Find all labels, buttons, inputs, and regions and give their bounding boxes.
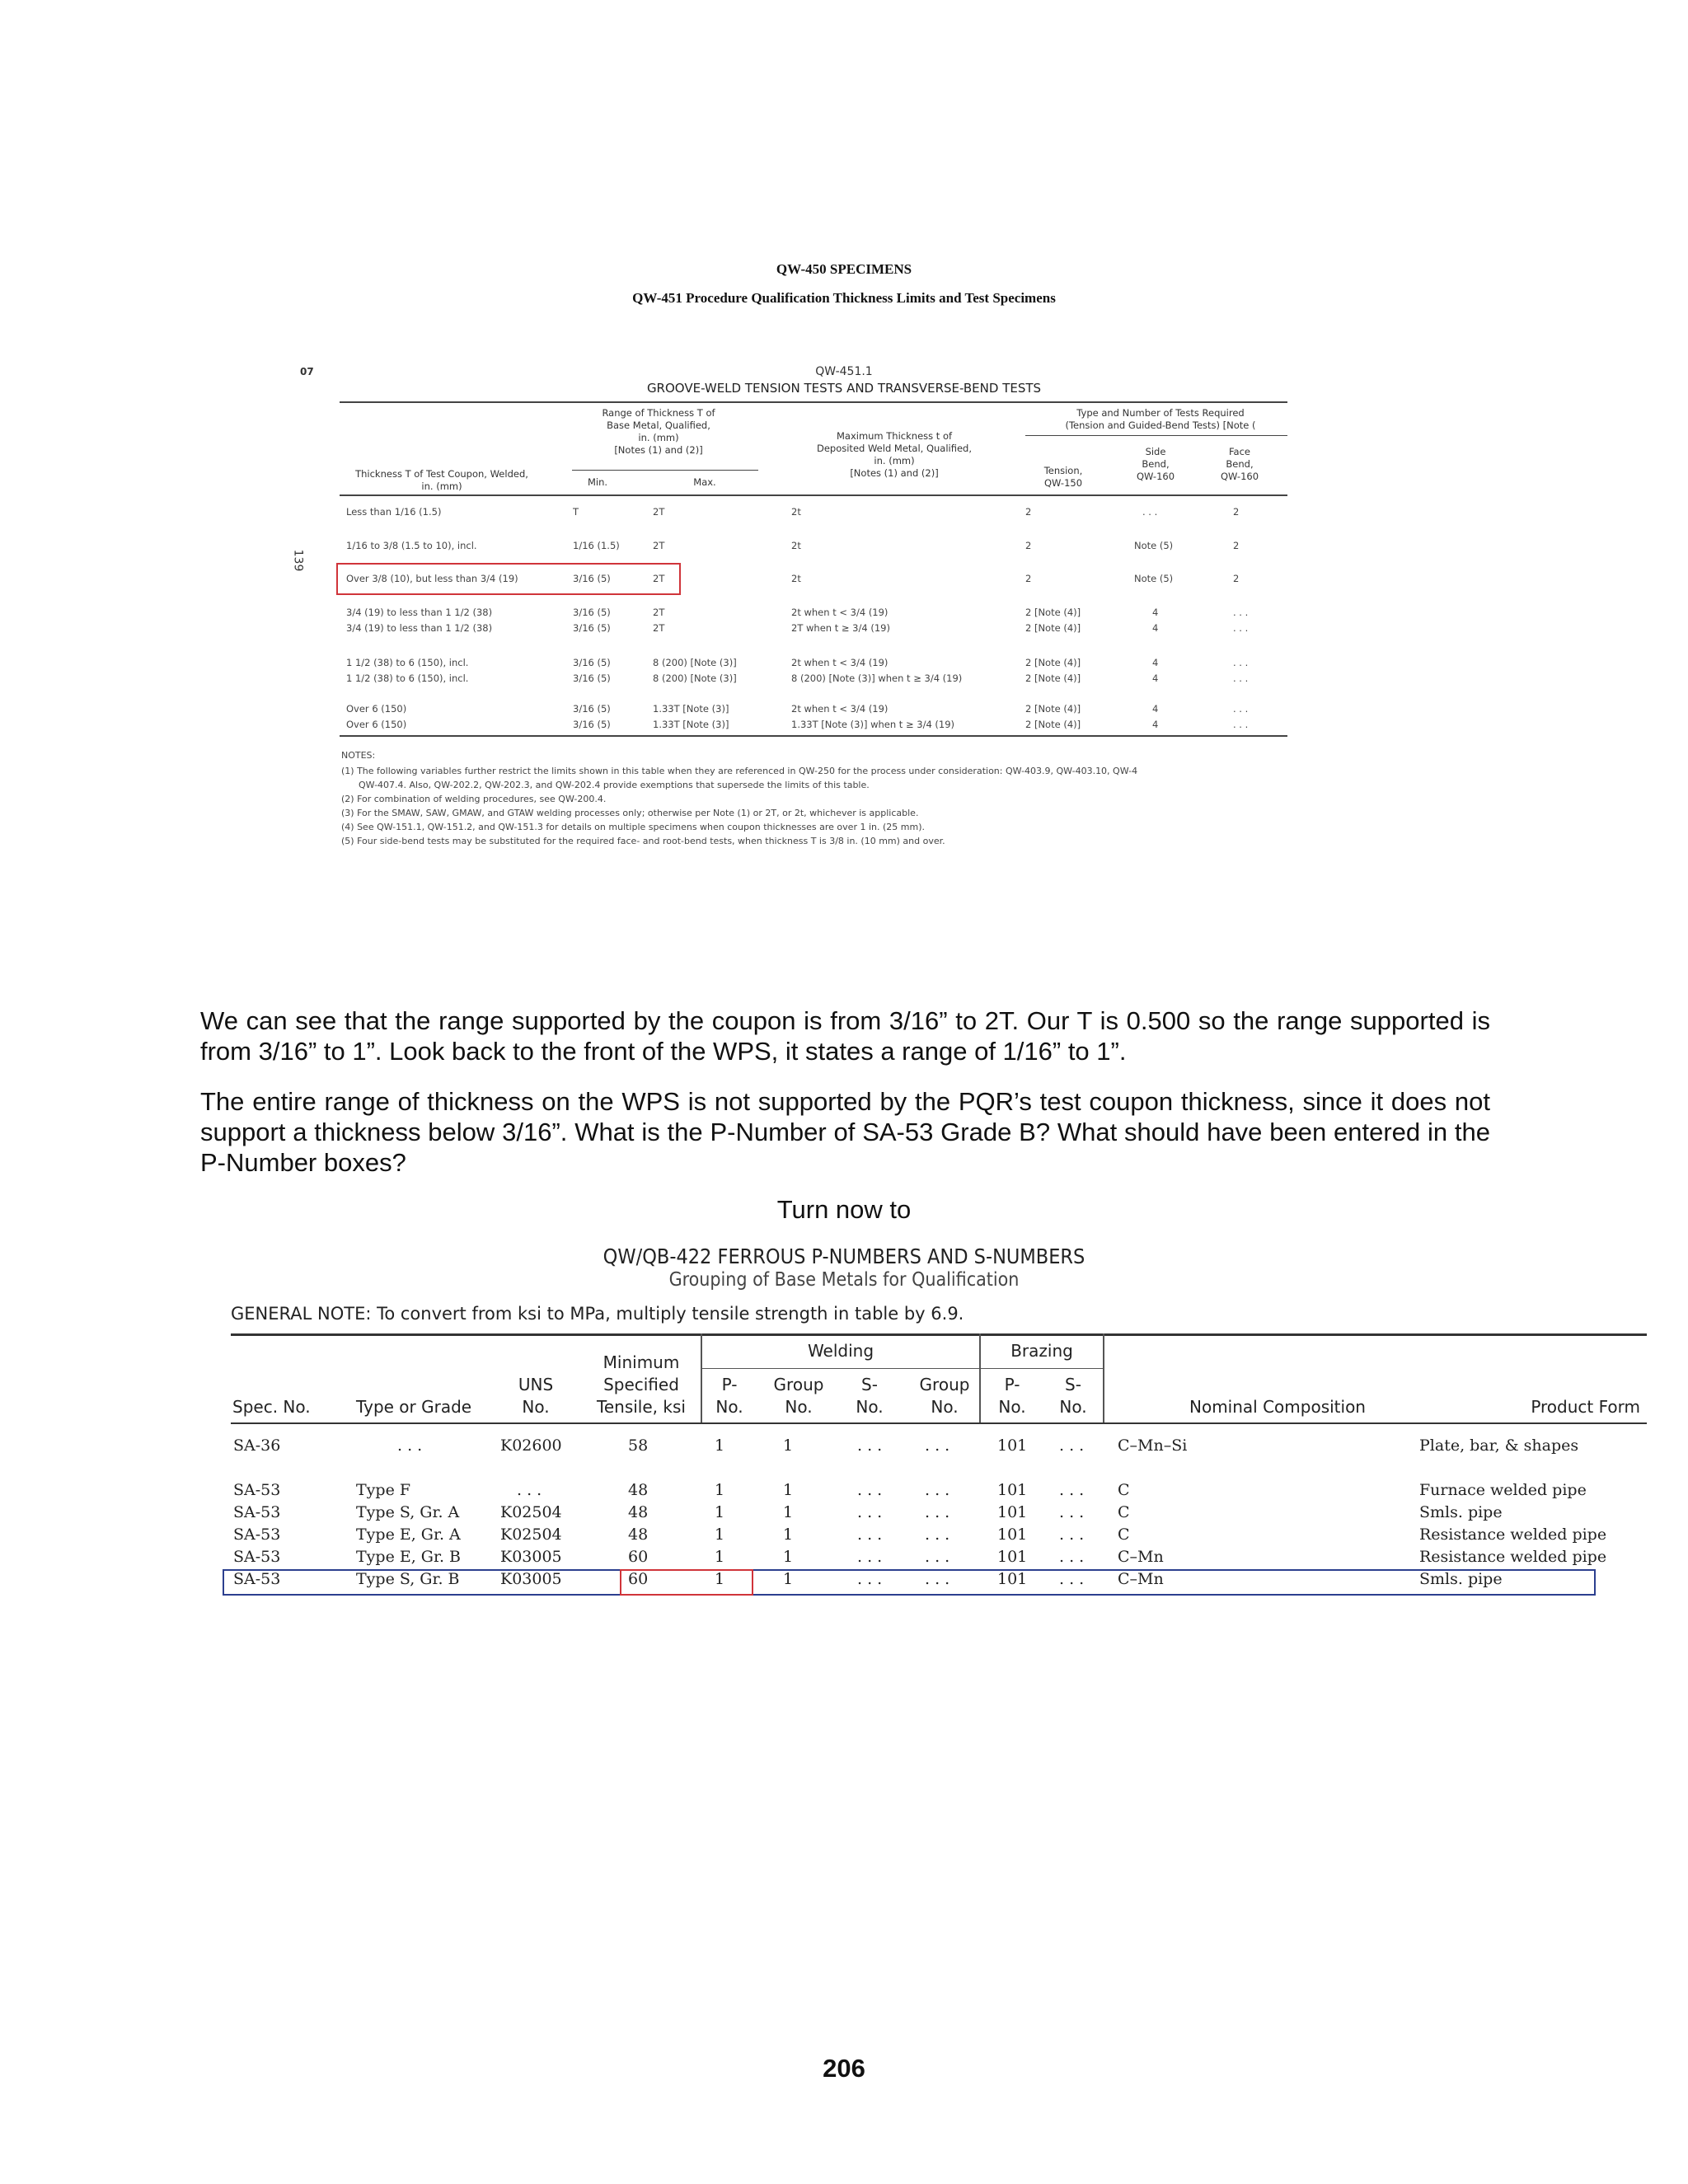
table-cell: Type S, Gr. B: [356, 1570, 460, 1588]
table-cell: C–Mn: [1118, 1548, 1164, 1566]
welding-group-left-rule: [701, 1333, 702, 1422]
table-cell: 1/16 (1.5): [573, 540, 620, 551]
table-cell: 2T: [653, 506, 665, 518]
table-cell: 8 (200) [Note (3)]: [653, 673, 737, 684]
header-spec-no: Spec. No.: [232, 1397, 311, 1417]
welding-subrule: [702, 1368, 979, 1369]
table-cell: . . .: [1059, 1503, 1085, 1521]
table-cell: 8 (200) [Note (3)]: [653, 657, 737, 668]
table-cell: 48: [628, 1503, 649, 1521]
table-cell: SA-53: [233, 1570, 281, 1588]
header-p-no: P- No.: [715, 1375, 743, 1417]
table-cell: 2: [1025, 540, 1032, 551]
table-cell: 1: [783, 1548, 794, 1566]
table-cell: 2: [1233, 573, 1240, 584]
table-cell: 2: [1025, 573, 1032, 584]
table-cell: 2t when t < 3/4 (19): [791, 657, 889, 668]
header-side-bend: Side Bend, QW-160: [1136, 446, 1175, 482]
table-cell: 101: [997, 1570, 1028, 1588]
table-cell: 4: [1152, 719, 1159, 730]
header-face-bend: Face Bend, QW-160: [1220, 446, 1259, 482]
table-cell: SA-36: [233, 1436, 281, 1455]
table-cell: T: [573, 506, 579, 518]
table-cell: 2 [Note (4)]: [1025, 657, 1081, 668]
table-cell: 3/4 (19) to less than 1 1/2 (38): [346, 622, 493, 634]
table-cell: . . .: [1059, 1436, 1085, 1455]
table-cell: 101: [997, 1481, 1028, 1499]
table2-header-rule: [231, 1422, 1647, 1424]
table-cell: 1: [715, 1526, 725, 1544]
table-cell: 1: [715, 1570, 725, 1588]
table-cell: . . .: [1059, 1481, 1085, 1499]
table-title: GROOVE-WELD TENSION TESTS AND TRANSVERSE-BEND TESTS: [646, 381, 1042, 396]
table-cell: . . .: [857, 1548, 883, 1566]
table-cell: . . .: [857, 1570, 883, 1588]
table-cell: 101: [997, 1503, 1028, 1521]
table-top-rule: [340, 401, 1287, 403]
year-tag: 07: [300, 366, 314, 377]
header-tests-required: Type and Number of Tests Required (Tension and Guided-Bend Tests) [Note (: [1065, 407, 1256, 431]
section-title: QW-450 SPECIMENS: [776, 261, 912, 277]
table-cell: C: [1118, 1503, 1130, 1521]
table-cell: Plate, bar, & shapes: [1419, 1436, 1579, 1455]
table-cell: . . .: [1233, 673, 1249, 684]
table-cell: SA-53: [233, 1526, 281, 1544]
table-cell: . . .: [1142, 506, 1158, 518]
table-cell: Type E, Gr. A: [356, 1526, 461, 1544]
table-cell: 1/16 to 3/8 (1.5 to 10), incl.: [346, 540, 477, 551]
table-cell: 2t: [791, 506, 801, 518]
table-cell: C: [1118, 1526, 1130, 1544]
table-cell: 60: [628, 1548, 649, 1566]
table-cell: 1: [783, 1570, 794, 1588]
table-cell: K02600: [500, 1436, 562, 1455]
header-max: Max.: [693, 476, 716, 488]
header-tension: Tension, QW-150: [1043, 465, 1083, 489]
table-cell: 58: [628, 1436, 649, 1455]
table-cell: 2: [1233, 506, 1240, 518]
header-group-no-2: Group No.: [919, 1375, 970, 1417]
table-cell: 3/16 (5): [573, 622, 611, 634]
table-cell: Type F: [356, 1481, 411, 1499]
table-cell: 1 1/2 (38) to 6 (150), incl.: [346, 657, 469, 668]
table-cell: . . .: [857, 1436, 883, 1455]
table-cell: . . .: [1059, 1570, 1085, 1588]
table-bottom-rule: [340, 735, 1287, 737]
table-cell: 8 (200) [Note (3)] when t ≥ 3/4 (19): [791, 673, 963, 684]
note-3: (3) For the SMAW, SAW, GMAW, and GTAW welding processes only; otherwise per Note (1) or 2T, or 2t, whichever is applicable.: [341, 808, 919, 818]
header-bottom-rule: [340, 494, 1287, 496]
table-cell: 1: [783, 1481, 794, 1499]
paragraph-p-number-question: The entire range of thickness on the WPS is not supported by the PQR’s test coupon thickness, since it does not support a thickness below 3/16”. What is the P-Number of SA-53 Grade B? What should have been entered in the P-Number boxes?: [200, 1087, 1490, 1177]
table-cell: 1: [715, 1548, 725, 1566]
header-s-no: S- No.: [856, 1375, 884, 1417]
table-cell: . . .: [925, 1526, 950, 1544]
table-cell: 2T: [653, 622, 665, 634]
header-min: Min.: [587, 476, 608, 488]
general-note: GENERAL NOTE: To convert from ksi to MPa, multiply tensile strength in table by 6.9.: [231, 1304, 964, 1324]
notes-label: NOTES:: [341, 750, 376, 761]
table-cell: 2T: [653, 540, 665, 551]
table-cell: SA-53: [233, 1548, 281, 1566]
table-cell: Less than 1/16 (1.5): [346, 506, 442, 518]
brazing-group-right-rule: [1103, 1333, 1104, 1422]
table-cell: . . .: [1233, 657, 1249, 668]
side-page-number: 139: [291, 549, 305, 572]
table-cell: 1: [715, 1481, 725, 1499]
table-cell: 3/16 (5): [573, 607, 611, 618]
table-cell: 1: [783, 1526, 794, 1544]
table-cell: . . .: [1059, 1548, 1085, 1566]
page-number: 206: [823, 2054, 865, 2083]
turn-now-text: Turn now to: [776, 1195, 912, 1224]
table-cell: 2 [Note (4)]: [1025, 673, 1081, 684]
table-cell: 1: [783, 1503, 794, 1521]
table-cell: 2t: [791, 540, 801, 551]
table-cell: . . .: [857, 1526, 883, 1544]
table-cell: 3/16 (5): [573, 703, 611, 715]
subsection-title: QW-451 Procedure Qualification Thickness Limits and Test Specimens: [632, 290, 1056, 306]
table-cell: 1 1/2 (38) to 6 (150), incl.: [346, 673, 469, 684]
table-cell: 1: [715, 1503, 725, 1521]
table-cell: 4: [1152, 622, 1159, 634]
table-cell: 101: [997, 1436, 1028, 1455]
table-cell: C–Mn–Si: [1118, 1436, 1188, 1455]
table-cell: . . .: [1233, 703, 1249, 715]
table-cell: SA-53: [233, 1481, 281, 1499]
table-cell: 3/16 (5): [573, 573, 611, 584]
header-group-no: Group No.: [773, 1375, 824, 1417]
table-cell: 48: [628, 1526, 649, 1544]
table-cell: . . .: [517, 1481, 542, 1499]
table-cell: Smls. pipe: [1419, 1570, 1503, 1588]
table-cell: . . .: [1059, 1526, 1085, 1544]
table-cell: . . .: [925, 1436, 950, 1455]
header-type-grade: Type or Grade: [356, 1397, 472, 1417]
header-brazing-s-no: S- No.: [1059, 1375, 1087, 1417]
header-deposited-weld: Maximum Thickness t of Deposited Weld Metal, Qualified, in. (mm) [Notes (1) and (2)]: [816, 430, 973, 479]
table-cell: Type S, Gr. A: [356, 1503, 460, 1521]
table-cell: . . .: [925, 1503, 950, 1521]
table-cell: 48: [628, 1481, 649, 1499]
table-cell: 2T: [653, 573, 665, 584]
table-cell: Note (5): [1134, 540, 1174, 551]
table-cell: K02504: [500, 1526, 562, 1544]
table-cell: . . .: [925, 1481, 950, 1499]
note-4: (4) See QW-151.1, QW-151.2, and QW-151.3 for details on multiple specimens when coupon thicknesses are over 1 in. (25 mm).: [341, 822, 925, 832]
table-cell: 1.33T [Note (3)] when t ≥ 3/4 (19): [791, 719, 955, 730]
table-cell: 1.33T [Note (3)]: [653, 719, 729, 730]
header-product-form: Product Form: [1531, 1397, 1640, 1417]
table-cell: K02504: [500, 1503, 562, 1521]
table-cell: 2t when t < 3/4 (19): [791, 607, 889, 618]
table-cell: 4: [1152, 673, 1159, 684]
table-cell: 3/16 (5): [573, 673, 611, 684]
header-brazing: Brazing: [1010, 1341, 1073, 1361]
table-cell: C–Mn: [1118, 1570, 1164, 1588]
table-cell: 2T when t ≥ 3/4 (19): [791, 622, 890, 634]
table-cell: K03005: [500, 1548, 562, 1566]
table-cell: Type E, Gr. B: [356, 1548, 462, 1566]
header-base-metal-range: Range of Thickness T of Base Metal, Qualified, in. (mm) [Notes (1) and (2)]: [602, 407, 715, 456]
table-cell: 2: [1233, 540, 1240, 551]
table-cell: 1.33T [Note (3)]: [653, 703, 729, 715]
table-cell: 2 [Note (4)]: [1025, 719, 1081, 730]
table-cell: K03005: [500, 1570, 562, 1588]
header-nominal-composition: Nominal Composition: [1189, 1397, 1366, 1417]
table-cell: . . .: [1233, 622, 1249, 634]
p-numbers-table-subtitle: Grouping of Base Metals for Qualification: [668, 1269, 1020, 1291]
table-cell: Furnace welded pipe: [1419, 1481, 1587, 1499]
table-cell: 1: [715, 1436, 725, 1455]
table-cell: Resistance welded pipe: [1419, 1526, 1607, 1544]
table-cell: C: [1118, 1481, 1130, 1499]
table-cell: . . .: [925, 1570, 950, 1588]
table-cell: 2 [Note (4)]: [1025, 703, 1081, 715]
table-cell: . . .: [397, 1436, 423, 1455]
table-cell: 2 [Note (4)]: [1025, 607, 1081, 618]
header-tests-rule: [1025, 435, 1287, 436]
brazing-subrule: [981, 1368, 1103, 1369]
table-cell: 101: [997, 1548, 1028, 1566]
table-cell: SA-53: [233, 1503, 281, 1521]
table-cell: 1: [783, 1436, 794, 1455]
note-1-cont: QW-407.4. Also, QW-202.2, QW-202.3, and QW-202.4 provide exemptions that supersede the limits of this table.: [341, 780, 870, 790]
header-welding: Welding: [807, 1341, 874, 1361]
table-cell: 2 [Note (4)]: [1025, 622, 1081, 634]
table-cell: 4: [1152, 657, 1159, 668]
table-cell: 3/16 (5): [573, 657, 611, 668]
table-cell: 2t when t < 3/4 (19): [791, 703, 889, 715]
table-cell: Resistance welded pipe: [1419, 1548, 1607, 1566]
note-5: (5) Four side-bend tests may be substituted for the required face- and root-bend tests, when thickness T is 3/8 in. (10 mm) and over.: [341, 836, 945, 846]
note-1: (1) The following variables further restrict the limits shown in this table when they are referenced in QW-250 for the process under consideration: QW-403.9, QW-403.10, QW-4: [341, 766, 1138, 776]
p-numbers-table-title: QW/QB-422 FERROUS P-NUMBERS AND S-NUMBERS: [603, 1244, 1085, 1268]
header-coupon-thickness: Thickness T of Test Coupon, Welded, in. (mm): [355, 468, 528, 492]
note-2: (2) For combination of welding procedures, see QW-200.4.: [341, 794, 607, 804]
table-cell: 2t: [791, 573, 801, 584]
table-cell: Over 6 (150): [346, 719, 407, 730]
header-brazing-p-no: P- No.: [998, 1375, 1026, 1417]
header-min-tensile: Minimum Specified Tensile, ksi: [597, 1352, 686, 1417]
table-cell: 60: [628, 1570, 649, 1588]
table-cell: 3/16 (5): [573, 719, 611, 730]
header-uns-no: UNS No.: [518, 1375, 554, 1417]
table2-top-rule: [231, 1333, 1647, 1336]
table-cell: . . .: [1233, 607, 1249, 618]
table-cell: 2: [1025, 506, 1032, 518]
table-cell: Over 3/8 (10), but less than 3/4 (19): [346, 573, 518, 584]
table-cell: . . .: [857, 1503, 883, 1521]
header-range-rule: [572, 470, 758, 471]
paragraph-range-explanation: We can see that the range supported by the coupon is from 3/16” to 2T. Our T is 0.500 so the range supported is from 3/16” to 1”. Look back to the front of the WPS, it states a range of 1/16” to 1”.: [200, 1006, 1490, 1066]
table-cell: Over 6 (150): [346, 703, 407, 715]
table-cell: Note (5): [1134, 573, 1174, 584]
table-cell: 4: [1152, 607, 1159, 618]
table-cell: . . .: [857, 1481, 883, 1499]
table-cell: 3/4 (19) to less than 1 1/2 (38): [346, 607, 493, 618]
table-cell: Smls. pipe: [1419, 1503, 1503, 1521]
table-cell: 101: [997, 1526, 1028, 1544]
table-cell: 4: [1152, 703, 1159, 715]
table-id: QW-451.1: [815, 365, 873, 378]
table-cell: 2T: [653, 607, 665, 618]
table-cell: . . .: [925, 1548, 950, 1566]
table-cell: . . .: [1233, 719, 1249, 730]
